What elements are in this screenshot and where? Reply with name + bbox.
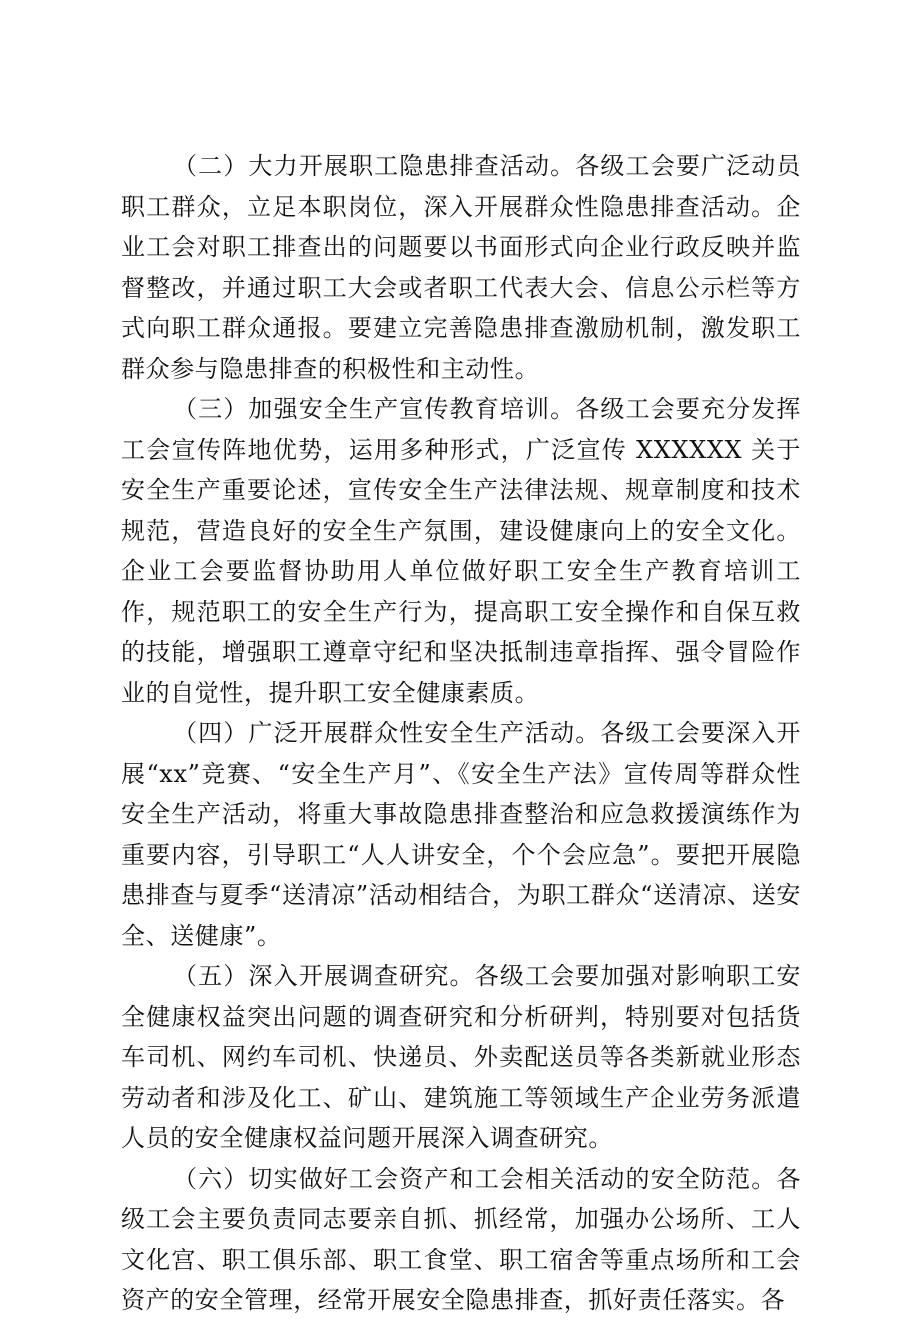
- paragraph-section-5: （五）深入开展调查研究。各级工会要加强对影响职工安全健康权益突出问题的调查研究和分析研判，特别要对包括货车司机、网约车司机、快递员、外卖配送员等各类新就业形态劳动者和涉及化工、矿山、建筑施工等领域生产企业劳务派遣人员的安全健康权益问题开展深入调查研究。: [121, 962, 801, 1152]
- paragraph-section-4: （四）广泛开展群众性安全生产活动。各级工会要深入开展“xx”竞赛、“安全生产月”、《安全生产法》宣传周等群众性安全生产活动，将重大事故隐患排查整治和应急救援演练作为重要内容，引导职工“人人讲安全，个个会应急”。要把开展隐患排查与夏季“送清凉”活动相结合，为职工群众“送清凉、送安全、送健康”。: [121, 719, 801, 950]
- paragraph-section-2: （二）大力开展职工隐患排查活动。各级工会要广泛动员职工群众，立足本职岗位，深入开展群众性隐患排查活动。企业工会对职工排查出的问题要以书面形式向企业行政反映并监督整改，并通过职工大会或者职工代表大会、信息公示栏等方式向职工群众通报。要建立完善隐患排查激励机制，激发职工群众参与隐患排查的积极性和主动性。: [121, 152, 801, 383]
- document-body: [121, 146, 801, 1321]
- paragraph-section-3: （三）加强安全生产宣传教育培训。各级工会要充分发挥工会宣传阵地优势，运用多种形式，广泛宣传 XXXXXX 关于安全生产重要论述，宣传安全生产法律法规、规章制度和技术规范，营造良好的安全生产氛围，建设健康向上的安全文化。企业工会要监督协助用人单位做好职工安全生产教育培训工作，规范职工的安全生产行为，提高职工安全操作和自保互救的技能，增强职工遵章守纪和坚决抵制违章指挥、强令冒险作业的自觉性，提升职工安全健康素质。: [121, 395, 801, 707]
- paragraph-section-6: （六）切实做好工会资产和工会相关活动的安全防范。各级工会主要负责同志要亲自抓、抓经常，加强办公场所、工人文化宫、职工俱乐部、职工食堂、职工宿舍等重点场所和工会资产的安全管理，经常开展安全隐患排查，抓好责任落实。各: [121, 1164, 801, 1314]
